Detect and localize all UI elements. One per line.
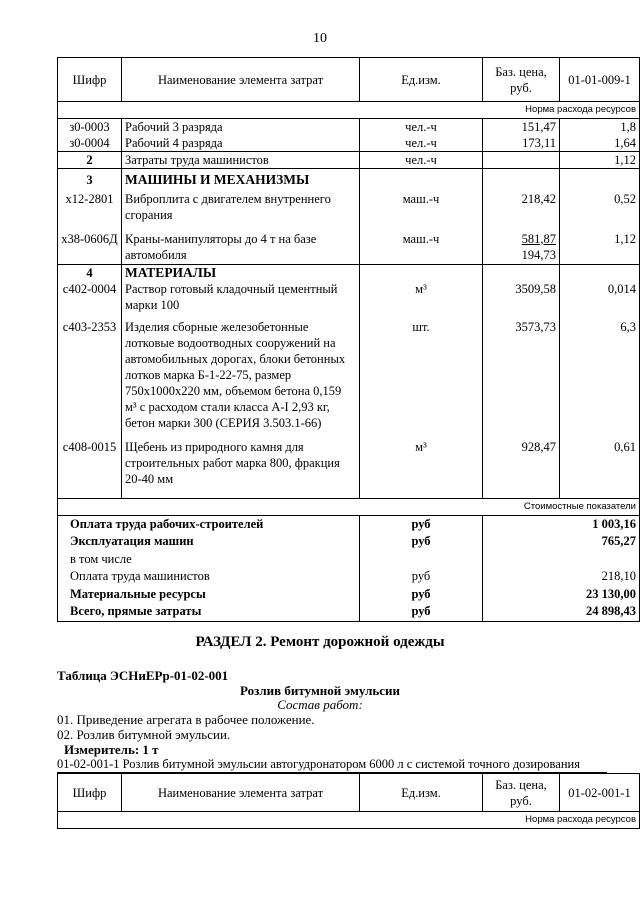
header-code: Шифр xyxy=(58,58,122,102)
cost-unit xyxy=(360,551,483,569)
row-norm: 0,014 xyxy=(560,281,640,319)
works-title: Состав работ: xyxy=(277,697,363,712)
row-code: с403-2353 xyxy=(58,319,122,439)
row-price: 218,42 xyxy=(483,191,560,231)
table-row xyxy=(58,231,640,265)
cost-unit: руб xyxy=(360,568,483,586)
row-code: с402-0004 xyxy=(58,281,122,319)
meter: Измеритель: 1 т xyxy=(64,742,159,757)
row-price: 928,47 xyxy=(483,439,560,498)
cost-value: 24 898,43 xyxy=(483,603,640,621)
cost-row xyxy=(58,515,640,533)
cost-name: Всего, прямые затраты xyxy=(58,603,360,621)
cost-row xyxy=(58,586,640,604)
row-code: с408-0015 xyxy=(58,439,122,498)
row-name: МАШИНЫ И МЕХАНИЗМЫ xyxy=(122,169,360,191)
table-title: Розлив битумной эмульсии xyxy=(240,683,400,698)
table-row xyxy=(58,169,640,191)
row-norm: 1,8 xyxy=(560,119,640,136)
norm-caption: Норма расхода ресурсов xyxy=(58,812,640,829)
cost-name: Материальные ресурсы xyxy=(58,586,360,604)
norm-caption: Норма расхода ресурсов xyxy=(58,102,640,119)
header-price: Баз. цена, руб. xyxy=(483,774,560,812)
row-code: 4 xyxy=(58,265,122,282)
cost-unit: руб xyxy=(360,603,483,621)
table-row xyxy=(58,319,640,439)
row-name: Виброплита с двигателем внутреннего сгорания xyxy=(122,191,360,231)
row-price-secondary: 194,73 xyxy=(521,247,556,262)
row-code: з0-0003 xyxy=(58,119,122,136)
cost-unit: руб xyxy=(360,586,483,604)
resource-table-1 xyxy=(57,57,640,622)
row-code: 2 xyxy=(58,152,122,169)
row-code: х12-2801 xyxy=(58,191,122,231)
resource-table-2 xyxy=(57,773,640,829)
row-unit: шт. xyxy=(360,319,483,439)
cost-value: 765,27 xyxy=(483,533,640,551)
row-name: Изделия сборные железобетонные лотковые водоотводных сооружений на автомобильных дорогах, блоки бетонных лотков марка Б-1-22-75, размер 750х1000х220 мм, объемом бетона 0,159 м³ с расходом стали класса А-I 2,93 кг, бетон марки 300 (СЕРИЯ 3.503.1-66) xyxy=(122,319,360,439)
row-unit: маш.-ч xyxy=(360,191,483,231)
row-name: Рабочий 3 разряда xyxy=(122,119,360,136)
header-unit: Ед.изм. xyxy=(360,58,483,102)
header-name: Наименование элемента затрат xyxy=(122,58,360,102)
row-name: МАТЕРИАЛЫ xyxy=(122,265,360,282)
row-price: 3509,58 xyxy=(483,281,560,319)
row-price: 173,11 xyxy=(483,135,560,152)
cost-value xyxy=(483,551,640,569)
header-code: Шифр xyxy=(58,774,122,812)
cost-row xyxy=(58,533,640,551)
row-code: х38-0606Д xyxy=(58,231,122,265)
cost-unit: руб xyxy=(360,515,483,533)
header-price: Баз. цена, руб. xyxy=(483,58,560,102)
row-name: Краны-манипуляторы до 4 т на базе автомобиля xyxy=(122,231,360,265)
row-norm: 6,3 xyxy=(560,319,640,439)
row-norm: 0,52 xyxy=(560,191,640,231)
row-name: Щебень из природного камня для строительных работ марка 800, фракция 20-40 мм xyxy=(122,439,360,498)
row-price: 151,47 xyxy=(483,119,560,136)
row-name: Затраты труда машинистов xyxy=(122,152,360,169)
cost-value: 23 130,00 xyxy=(483,586,640,604)
row-name: Раствор готовый кладочный цементный марки 100 xyxy=(122,281,360,319)
row-norm: 1,12 xyxy=(560,231,640,265)
row-price xyxy=(483,152,560,169)
table-row xyxy=(58,152,640,169)
row-unit: м³ xyxy=(360,439,483,498)
table-row xyxy=(58,191,640,231)
item-line: 01-02-001-1 Розлив битумной эмульсии автогудронатором 6000 л с системой точного дозирования xyxy=(57,757,607,773)
cost-value: 1 003,16 xyxy=(483,515,640,533)
header-unit: Ед.изм. xyxy=(360,774,483,812)
row-norm: 1,12 xyxy=(560,152,640,169)
row-unit: чел.-ч xyxy=(360,119,483,136)
cost-unit: руб xyxy=(360,533,483,551)
table-row xyxy=(58,281,640,319)
row-norm: 0,61 xyxy=(560,439,640,498)
page-number: 10 xyxy=(313,31,327,46)
row-unit: чел.-ч xyxy=(360,135,483,152)
cost-caption: Стоимостные показатели xyxy=(58,498,640,515)
cost-row xyxy=(58,603,640,621)
cost-name: Оплата труда машинистов xyxy=(58,568,360,586)
table-row xyxy=(58,439,640,498)
header-norm: 01-02-001-1 xyxy=(560,774,640,812)
table-label: Таблица ЭСНиЕРр-01-02-001 xyxy=(57,668,229,683)
row-name: Рабочий 4 разряда xyxy=(122,135,360,152)
header-norm: 01-01-009-1 xyxy=(560,58,640,102)
row-price-main: 581,87 xyxy=(521,231,556,246)
cost-name: Эксплуатация машин xyxy=(58,533,360,551)
row-code: з0-0004 xyxy=(58,135,122,152)
row-price xyxy=(483,231,560,265)
row-unit: маш.-ч xyxy=(360,231,483,265)
cost-value: 218,10 xyxy=(483,568,640,586)
table-row xyxy=(58,135,640,152)
table-row xyxy=(58,119,640,136)
row-price: 3573,73 xyxy=(483,319,560,439)
cost-name: в том числе xyxy=(58,551,360,569)
cost-row xyxy=(58,568,640,586)
table-header xyxy=(58,58,640,102)
row-norm: 1,64 xyxy=(560,135,640,152)
cost-row xyxy=(58,551,640,569)
row-unit: чел.-ч xyxy=(360,152,483,169)
row-unit: м³ xyxy=(360,281,483,319)
section-title: РАЗДЕЛ 2. Ремонт дорожной одежды xyxy=(195,634,445,650)
row-code: 3 xyxy=(58,169,122,191)
work-item: 01. Приведение агрегата в рабочее положение. xyxy=(57,712,315,727)
header-name: Наименование элемента затрат xyxy=(122,774,360,812)
cost-name: Оплата труда рабочих-строителей xyxy=(58,515,360,533)
table-row xyxy=(58,265,640,282)
table-header xyxy=(58,774,640,812)
work-item: 02. Розлив битумной эмульсии. xyxy=(57,727,231,742)
